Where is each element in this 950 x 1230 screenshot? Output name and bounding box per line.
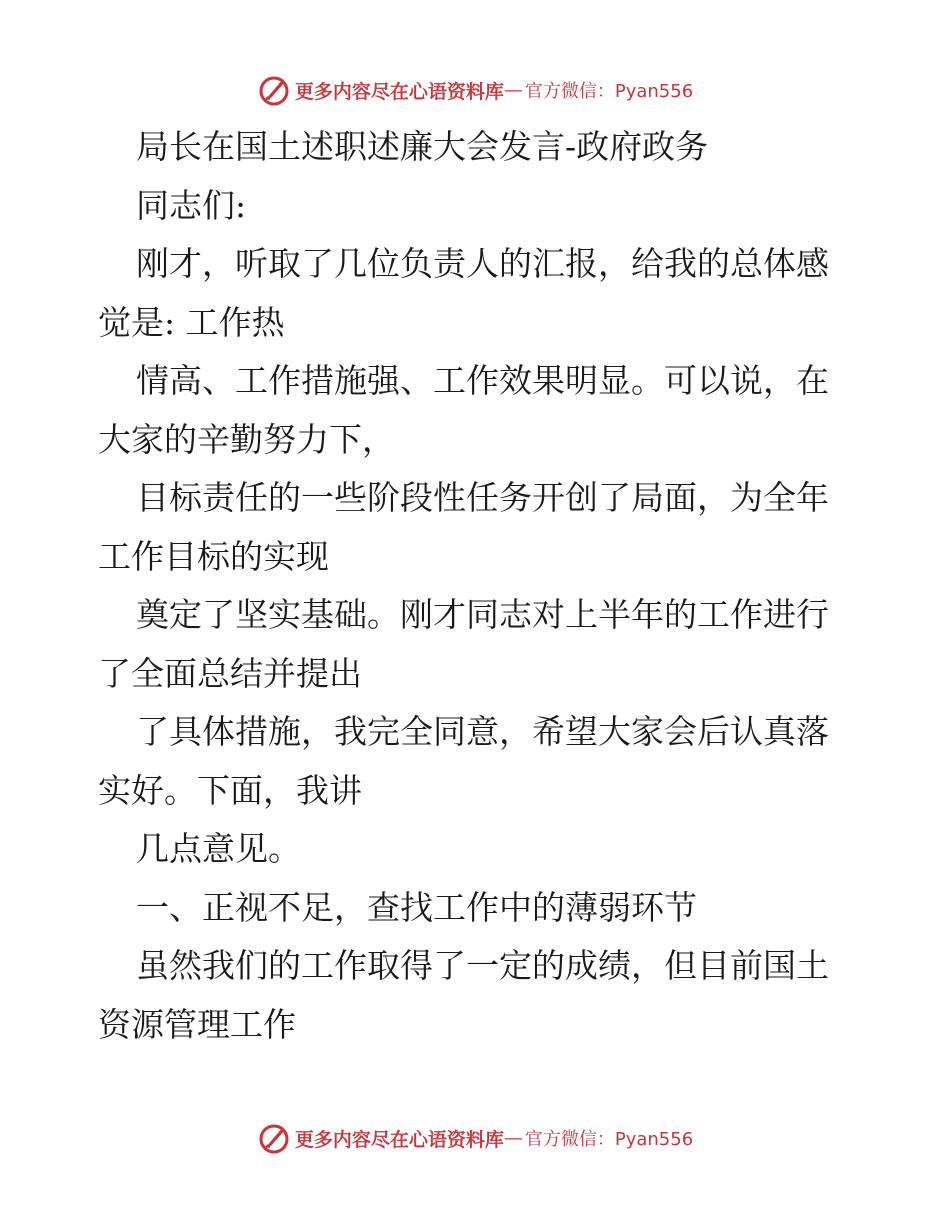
banner-dash: — [503,1127,523,1149]
banner-official-text: 官方微信：Pyan556 [524,1129,694,1150]
banner-official-text: 官方微信：Pyan556 [524,81,694,102]
paragraph: 刚才，听取了几位负责人的汇报，给我的总体感觉是: 工作热 [98,244,829,342]
paragraph: 了具体措施，我完全同意，希望大家会后认真落实好。下面，我讲 [98,712,829,810]
banner-main-text: 更多内容尽在心语资料库 [294,1128,504,1151]
paragraph: 虽然我们的工作取得了一定的成绩，但目前国土资源管理工作 [98,946,829,1044]
paragraph: 奠定了坚实基础。刚才同志对上半年的工作进行了全面总结并提出 [98,595,829,693]
quill-logo-icon [257,73,291,107]
paragraph: 同志们: [136,185,247,225]
document-title: 局长在国土述职述廉大会发言-政府政务 [136,127,709,166]
paragraph: 情高、工作措施强、工作效果明显。可以说，在大家的辛勤努力下， [98,361,829,459]
banner-main-text: 更多内容尽在心语资料库 [294,80,504,103]
header-banner [0,70,950,110]
paragraph: 目标责任的一些阶段性任务开创了局面，为全年工作目标的实现 [98,478,829,576]
section-heading: 一、正视不足，查找工作中的薄弱环节 [136,887,697,927]
document-body [98,118,858,1054]
quill-logo-icon [257,1121,291,1155]
paragraph: 几点意见。 [136,829,301,868]
banner-dash: — [503,79,523,101]
footer-banner [0,1118,950,1158]
